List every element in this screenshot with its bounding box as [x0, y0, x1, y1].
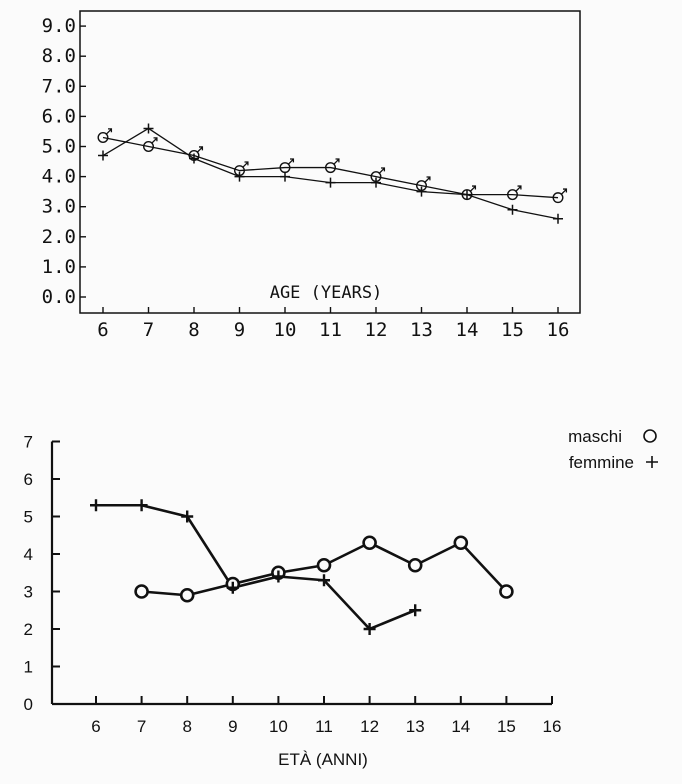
x-tick-label: 11	[315, 717, 333, 736]
marker-arrow	[379, 168, 384, 173]
x-tick-label: 6	[97, 319, 109, 341]
y-tick-label: 6	[23, 470, 33, 489]
circle-marker	[364, 537, 376, 549]
x-tick-label: 6	[91, 717, 101, 736]
plus-marker	[326, 178, 336, 188]
series-lines	[96, 505, 506, 629]
legend-label-maschi: maschi	[568, 427, 622, 446]
y-tick-label: 7	[23, 432, 33, 452]
y-tick-label: 6.0	[41, 105, 76, 128]
series-line-femmine	[96, 505, 415, 629]
y-tick-label: 1	[23, 657, 33, 677]
legend-circle-marker	[644, 430, 656, 442]
plot-frame	[80, 11, 580, 313]
y-tick-label: 5.0	[41, 135, 76, 158]
x-tick-label: 10	[273, 319, 297, 341]
circle-marker	[136, 586, 148, 598]
y-tick-label: 4.0	[41, 165, 76, 188]
x-tick-label: 10	[268, 717, 288, 736]
x-tick-label: 12	[360, 717, 380, 736]
x-tick-label: 16	[546, 319, 570, 341]
x-axis-label: ETÀ (ANNI)	[278, 750, 368, 769]
x-tick-label: 7	[136, 717, 147, 736]
x-tick-label: 8	[182, 717, 192, 736]
marker-arrow	[516, 186, 521, 191]
x-tick-label: 13	[410, 319, 433, 341]
male-symbol-marker	[371, 168, 384, 181]
series-markers	[90, 499, 512, 635]
y-tick-label: 0	[23, 695, 33, 714]
circle-marker	[409, 559, 421, 571]
x-tick-label: 11	[319, 319, 342, 341]
male-symbol-marker	[144, 138, 157, 151]
y-axis-ticks	[24, 433, 60, 715]
marker-arrow	[425, 177, 430, 182]
marker-arrow	[561, 189, 566, 194]
series-lines	[103, 128, 558, 218]
chart-age-years	[42, 11, 580, 341]
y-tick-label: 1.0	[41, 255, 76, 278]
plus-marker	[98, 151, 108, 161]
x-tick-label: 9	[233, 319, 246, 341]
male-symbol-marker	[98, 129, 111, 142]
marker-arrow	[288, 159, 293, 164]
y-tick-label: 3.0	[41, 195, 76, 218]
x-tick-label: 12	[364, 319, 388, 341]
series-markers	[98, 123, 566, 223]
series-line-plus	[103, 128, 558, 218]
x-tick-label: 15	[501, 319, 524, 341]
plus-marker	[508, 205, 518, 215]
marker-arrow	[152, 138, 157, 143]
x-tick-label: 14	[455, 319, 479, 341]
chart-eta-anni	[24, 427, 658, 769]
y-tick-label: 7.0	[41, 75, 76, 98]
male-symbol-marker	[508, 186, 521, 199]
y-tick-label: 2.0	[41, 225, 76, 248]
marker-arrow	[334, 159, 339, 164]
y-tick-label: 2	[23, 620, 33, 639]
y-tick-label: 3	[23, 582, 33, 602]
plus-marker	[280, 172, 290, 182]
legend-label-femmine: femmine	[568, 453, 634, 472]
marker-arrow	[197, 147, 202, 152]
x-tick-label: 9	[228, 717, 238, 736]
x-tick-label: 13	[405, 717, 425, 736]
male-symbol-marker	[553, 189, 566, 202]
y-tick-label: 0.0	[41, 286, 76, 308]
x-axis-label: AGE (YEARS)	[269, 283, 383, 303]
circle-marker	[318, 559, 330, 571]
male-symbol-marker	[280, 159, 293, 172]
male-symbol-marker	[326, 159, 339, 172]
y-tick-label: 4	[23, 545, 33, 564]
marker-arrow	[106, 129, 111, 134]
x-axis-ticks	[97, 307, 569, 341]
male-symbol-marker	[235, 162, 248, 175]
y-tick-label: 8.0	[41, 45, 76, 68]
legend	[568, 427, 658, 472]
x-tick-label: 7	[142, 319, 155, 341]
y-tick-label: 9.0	[41, 15, 76, 38]
circle-marker	[500, 586, 512, 598]
plus-marker	[90, 499, 102, 511]
x-tick-label: 16	[542, 717, 562, 736]
y-tick-label: 5	[23, 507, 33, 527]
circle-marker	[455, 537, 467, 549]
plus-marker	[144, 123, 154, 133]
marker-arrow	[243, 162, 248, 167]
x-tick-label: 15	[496, 717, 516, 736]
x-axis-ticks	[91, 696, 561, 736]
legend-plus-marker	[646, 456, 658, 468]
circle-marker	[181, 589, 193, 601]
plus-marker	[553, 214, 563, 224]
series-line-circle-male	[103, 137, 558, 197]
plus-marker	[136, 499, 148, 511]
x-tick-label: 8	[188, 319, 200, 341]
plus-marker	[409, 604, 421, 616]
male-symbol-marker	[417, 177, 430, 190]
marker-arrow	[470, 186, 475, 191]
x-tick-label: 14	[451, 717, 471, 736]
